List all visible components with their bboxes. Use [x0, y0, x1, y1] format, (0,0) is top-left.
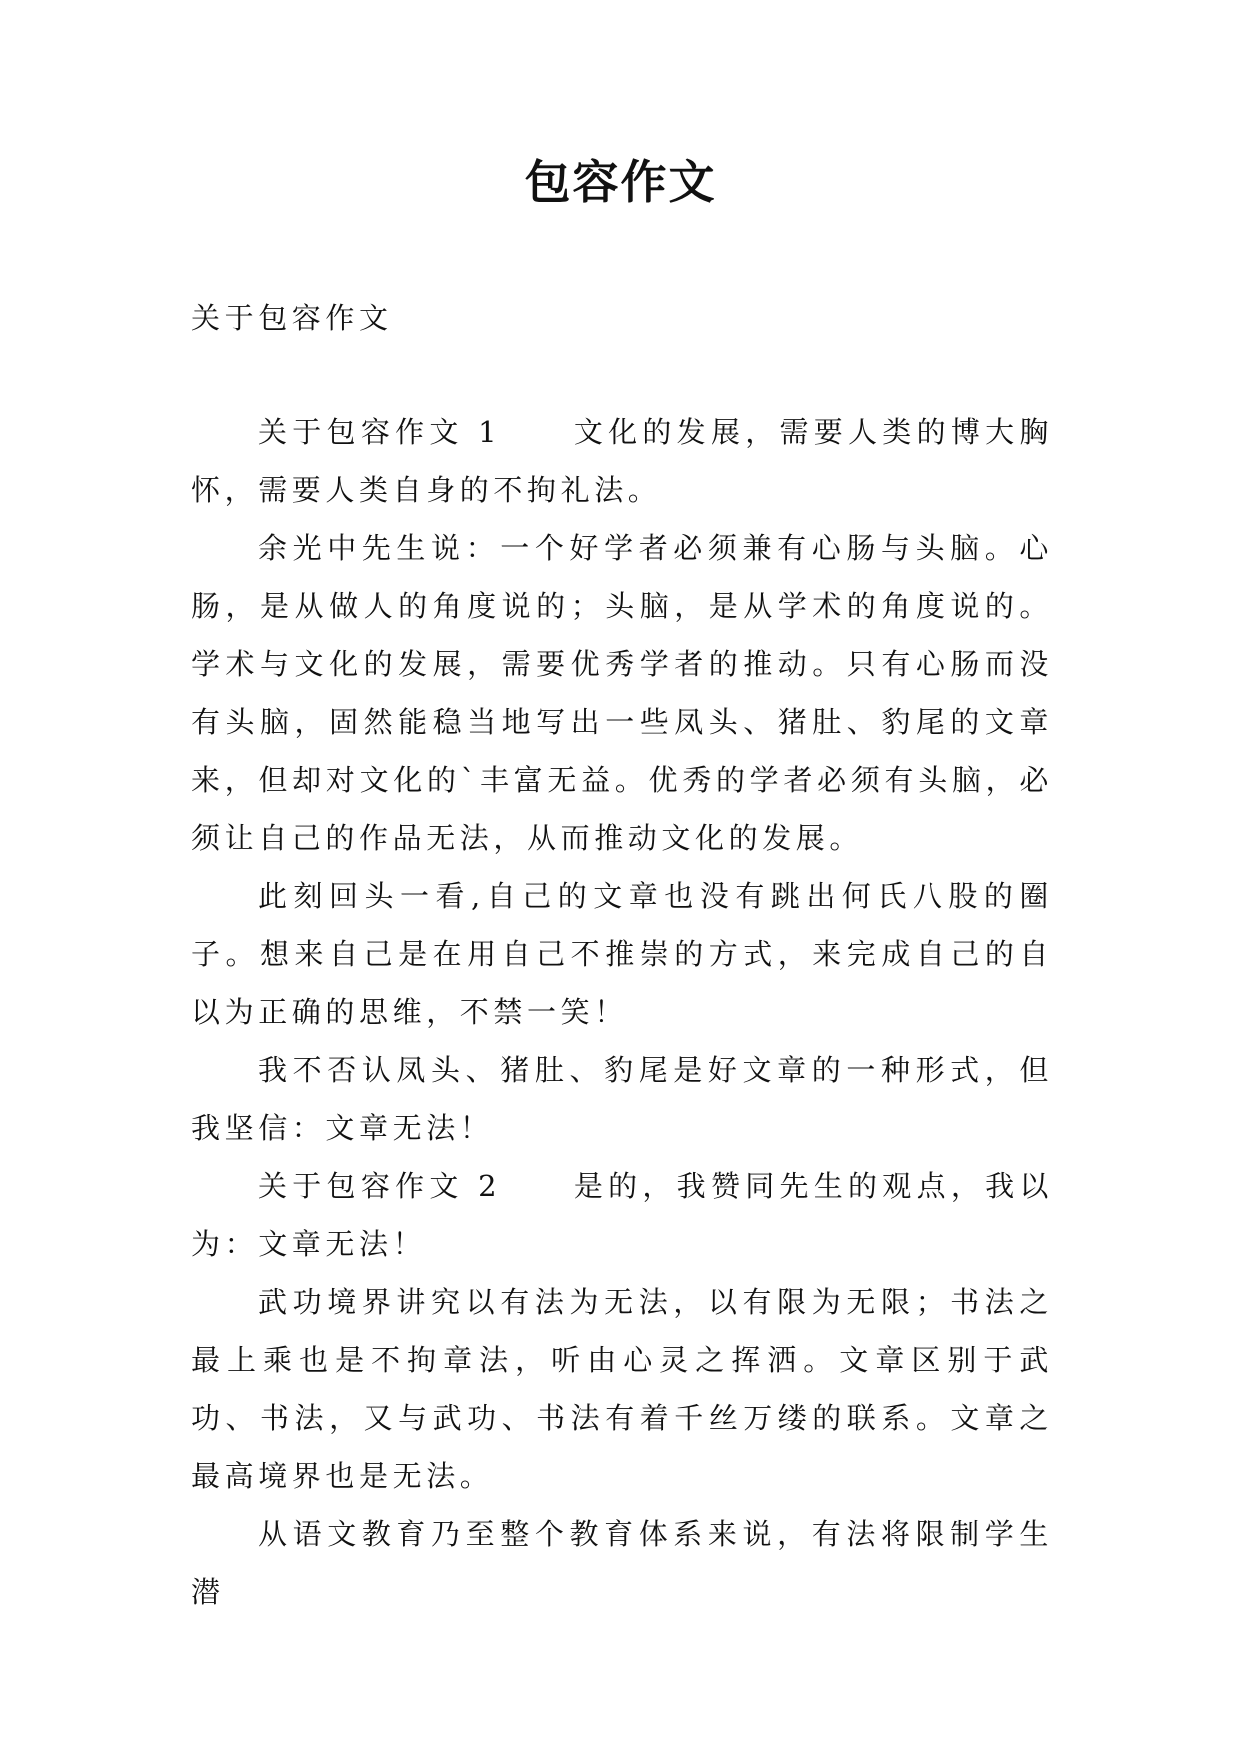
paragraph-1-text: 文化的发展，需要人类的博大胸怀，需要人类自身的不拘礼法。: [191, 415, 1053, 507]
paragraph-5: [191, 1157, 1053, 1273]
paragraph-7: 从语文教育乃至整个教育体系来说，有法将限制学生潜: [191, 1517, 1053, 1609]
paragraph-2: 余光中先生说：一个好学者必须兼有心肠与头脑。心肠，是从做人的角度说的；头脑，是从学术的角度说的。学术与文化的发展，需要优秀学者的推动。只有心肠而没有头脑，固然能稳当地写出一些凤头、猪肚、豹尾的文章来，但却对文化的`丰富无益。优秀的学者必须有头脑，必须让自己的作品无法，从而推动文化的发展。: [191, 531, 1053, 855]
section-heading-2: 关于包容作文 2: [258, 1169, 502, 1203]
document-body: [191, 403, 1053, 1621]
paragraph-6: 武功境界讲究以有法为无法，以有限为无限；书法之最上乘也是不拘章法，听由心灵之挥洒。文章区别于武功、书法，又与武功、书法有着千丝万缕的联系。文章之最高境界也是无法。: [191, 1285, 1053, 1493]
paragraph-1: [191, 403, 1053, 519]
document-subtitle: 关于包容作文: [191, 301, 393, 335]
paragraph-3: 此刻回头一看,自己的文章也没有跳出何氏八股的圈子。想来自己是在用自己不推崇的方式，来完成自己的自以为正确的思维，不禁一笑！: [191, 879, 1053, 1029]
paragraph-4: 我不否认凤头、猪肚、豹尾是好文章的一种形式，但我坚信：文章无法！: [191, 1053, 1053, 1145]
section-heading-1: 关于包容作文 1: [258, 415, 502, 449]
paragraph-5-text: 是的，我赞同先生的观点，我以为：文章无法！: [191, 1169, 1053, 1261]
document-title: 包容作文: [524, 155, 717, 209]
